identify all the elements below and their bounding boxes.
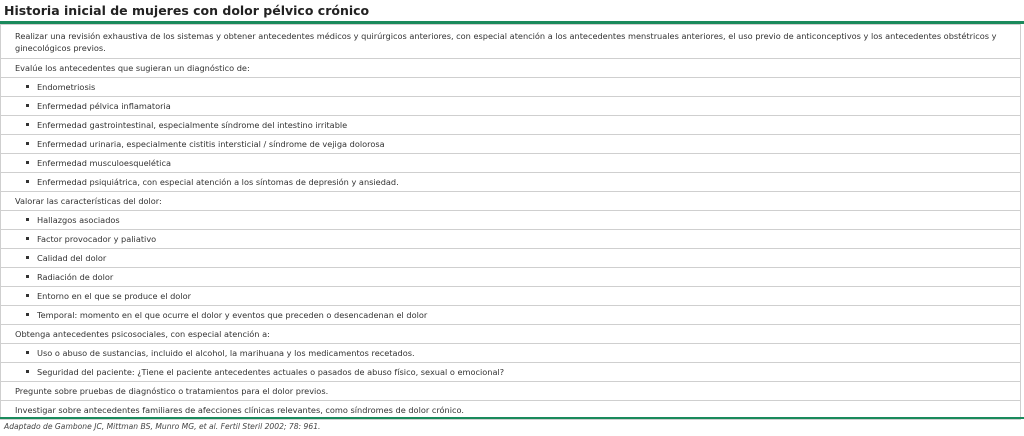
bullet-cell [1, 97, 1021, 116]
bullet-marker-icon [26, 237, 29, 240]
bullet-cell [1, 211, 1021, 230]
bullet-cell [1, 135, 1021, 154]
bullet-row [1, 97, 1021, 116]
bullet-text: Enfermedad psiquiátrica, con especial atención a los síntomas de depresión y ansiedad. [37, 176, 399, 187]
bullet-text: Entorno en el que se produce el dolor [37, 290, 191, 301]
paragraph-row [1, 25, 1021, 59]
paragraph-cell [1, 192, 1021, 211]
bullet-marker-icon [26, 142, 29, 145]
history-table-container [0, 24, 1024, 420]
bullet-text: Enfermedad pélvica inflamatoria [37, 100, 171, 111]
bottom-divider [0, 417, 1024, 419]
bullet-text: Radiación de dolor [37, 271, 114, 282]
bullet-row [1, 306, 1021, 325]
bullet-marker-icon [26, 370, 29, 373]
bullet-text: Enfermedad musculoesquelética [37, 157, 171, 168]
bullet-row [1, 116, 1021, 135]
bullet-cell [1, 363, 1021, 382]
bullet-marker-icon [26, 104, 29, 107]
paragraph-cell [1, 25, 1021, 59]
bullet-row [1, 135, 1021, 154]
bullet-marker-icon [26, 294, 29, 297]
paragraph-row [1, 59, 1021, 78]
bullet-text: Calidad del dolor [37, 252, 107, 263]
paragraph-row [1, 192, 1021, 211]
bullet-cell [1, 249, 1021, 268]
paragraph-text: Investigar sobre antecedentes familiares de afecciones clínicas relevantes, como síndromes de dolor crónico. [15, 404, 464, 415]
bullet-row [1, 230, 1021, 249]
bullet-row [1, 363, 1021, 382]
bullet-cell [1, 154, 1021, 173]
bullet-cell [1, 268, 1021, 287]
bullet-marker-icon [26, 275, 29, 278]
bullet-cell [1, 173, 1021, 192]
history-table [0, 24, 1021, 420]
table-title: Historia inicial de mujeres con dolor pélvico crónico [4, 3, 370, 18]
paragraph-row [1, 382, 1021, 401]
bullet-marker-icon [26, 351, 29, 354]
bullet-row [1, 249, 1021, 268]
bullet-marker-icon [26, 161, 29, 164]
bullet-text: Endometriosis [37, 81, 96, 92]
bullet-row [1, 173, 1021, 192]
paragraph-cell [1, 382, 1021, 401]
bullet-row [1, 287, 1021, 306]
paragraph-text: Obtenga antecedentes psicosociales, con especial atención a: [15, 328, 270, 339]
bullet-cell [1, 287, 1021, 306]
paragraph-text: Pregunte sobre pruebas de diagnóstico o tratamientos para el dolor previos. [15, 385, 329, 396]
bullet-marker-icon [26, 123, 29, 126]
bullet-cell [1, 306, 1021, 325]
bullet-text: Enfermedad gastrointestinal, especialmente síndrome del intestino irritable [37, 119, 348, 130]
bullet-text: Hallazgos asociados [37, 214, 120, 225]
bullet-marker-icon [26, 313, 29, 316]
bullet-row [1, 344, 1021, 363]
bullet-marker-icon [26, 218, 29, 221]
source-citation: Adaptado de Gambone JC, Mittman BS, Munro MG, et al. Fertil Steril 2002; 78: 961. [4, 422, 321, 431]
bullet-row [1, 211, 1021, 230]
bullet-marker-icon [26, 256, 29, 259]
history-table-body [1, 25, 1021, 420]
paragraph-cell [1, 59, 1021, 78]
bullet-marker-icon [26, 85, 29, 88]
bullet-cell [1, 230, 1021, 249]
paragraph-text: Realizar una revisión exhaustiva de los sistemas y obtener antecedentes médicos y quirúrgicos anteriores, con especial atención a los antecedentes menstruales anteriores, el uso previo de anticonceptivos y los antecedentes obstétricos y ginecológicos previos. [15, 30, 997, 53]
bullet-cell [1, 344, 1021, 363]
bullet-text: Enfermedad urinaria, especialmente cistitis intersticial / síndrome de vejiga dolorosa [37, 138, 385, 149]
bullet-marker-icon [26, 180, 29, 183]
bullet-text: Factor provocador y paliativo [37, 233, 157, 244]
bullet-row [1, 78, 1021, 97]
paragraph-text: Evalúe los antecedentes que sugieran un diagnóstico de: [15, 62, 250, 73]
bullet-text: Uso o abuso de sustancias, incluido el alcohol, la marihuana y los medicamentos recetados. [37, 347, 415, 358]
bullet-cell [1, 116, 1021, 135]
bullet-row [1, 268, 1021, 287]
bullet-text: Temporal: momento en el que ocurre el dolor y eventos que preceden o desencadenan el dolor [37, 309, 428, 320]
paragraph-cell [1, 325, 1021, 344]
bullet-row [1, 154, 1021, 173]
bullet-text: Seguridad del paciente: ¿Tiene el paciente antecedentes actuales o pasados de abuso físico, sexual o emocional? [37, 366, 505, 377]
paragraph-row [1, 325, 1021, 344]
bullet-cell [1, 78, 1021, 97]
paragraph-text: Valorar las características del dolor: [15, 195, 162, 206]
